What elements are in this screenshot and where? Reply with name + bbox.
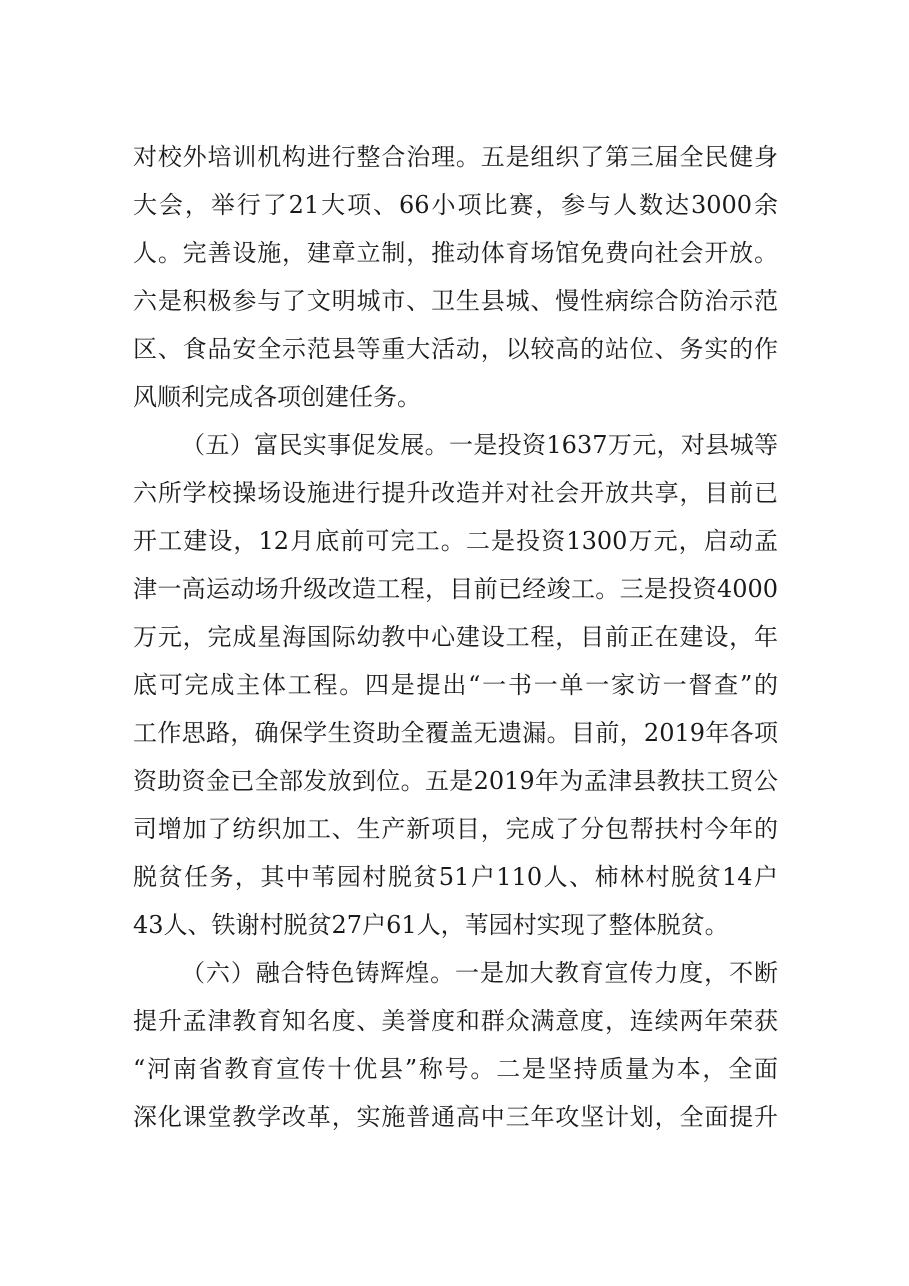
text-line: 六是积极参与了文明城市、卫生县城、慢性病综合防治示范 [133, 287, 778, 315]
text-line: 底可完成主体工程。四是提出“一书一单一家访一督查”的 [133, 671, 778, 699]
text-line: 风顺利完成各项创建任务。 [133, 383, 421, 411]
text-line: “河南省教育宣传十优县”称号。二是坚持质量为本，全面 [133, 1055, 778, 1083]
text-line: 大会，举行了21大项、66小项比赛，参与人数达3000余 [133, 191, 778, 219]
text-line: 开工建设，12月底前可完工。二是投资1300万元，启动孟 [133, 527, 778, 555]
text-line: 津一高运动场升级改造工程，目前已经竣工。三是投资4000 [133, 575, 778, 603]
text-line: 司增加了纺织加工、生产新项目，完成了分包帮扶村今年的 [133, 815, 778, 843]
text-line: 提升孟津教育知名度、美誉度和群众满意度，连续两年荣获 [133, 1007, 778, 1035]
text-line: 万元，完成星海国际幼教中心建设工程，目前正在建设，年 [133, 623, 778, 651]
paragraph-heading-line: （五）富民实事促发展。一是投资1637万元，对县城等 [181, 431, 778, 459]
text-line: 人。完善设施，建章立制，推动体育场馆免费向社会开放。 [133, 239, 778, 267]
text-line: 43人、铁谢村脱贫27户61人，苇园村实现了整体脱贫。 [133, 911, 729, 939]
text-line: 对校外培训机构进行整合治理。五是组织了第三届全民健身 [133, 143, 778, 171]
text-line: 脱贫任务，其中苇园村脱贫51户110人、柿林村脱贫14户 [133, 863, 778, 891]
text-line: 资助资金已全部发放到位。五是2019年为孟津县教扶工贸公 [133, 767, 778, 795]
paragraph-heading-line: （六）融合特色铸辉煌。一是加大教育宣传力度，不断 [181, 959, 778, 987]
text-line: 深化课堂教学改革，实施普通高中三年攻坚计划，全面提升 [133, 1103, 778, 1131]
text-line: 区、食品安全示范县等重大活动，以较高的站位、务实的作 [133, 335, 778, 363]
text-line: 六所学校操场设施进行提升改造并对社会开放共享，目前已 [133, 479, 778, 507]
text-line: 工作思路，确保学生资助全覆盖无遗漏。目前，2019年各项 [133, 719, 778, 747]
